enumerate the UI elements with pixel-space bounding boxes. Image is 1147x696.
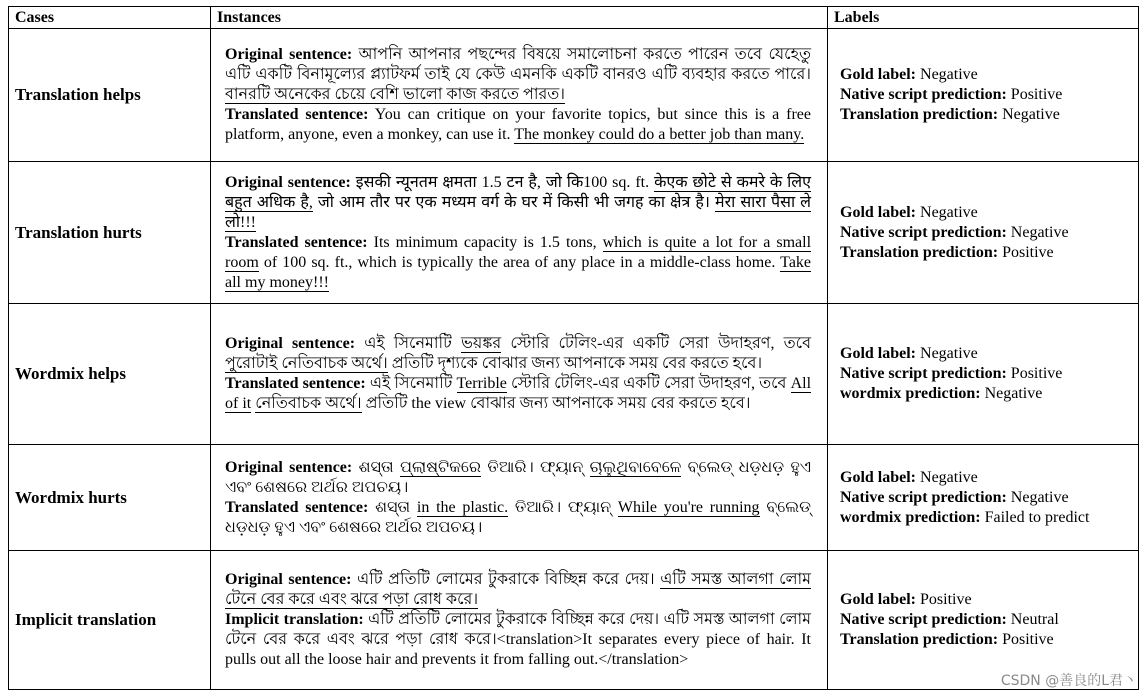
translated-label: Translated sentence: xyxy=(225,233,368,251)
translated-text-3: ବ୍ଲେଡ୍ ଧଡ଼ଧଡ଼ ହୁଏ ଏବଂ ଶେଷରେ ଅର୍ଥର ଅପଚୟ। xyxy=(225,498,812,536)
translated-sentence xyxy=(225,105,811,145)
native-value: Negative xyxy=(1010,223,1069,241)
table-row xyxy=(9,304,1139,445)
third-value: Failed to predict xyxy=(984,508,1090,526)
translated-underlined: in the plastic. xyxy=(416,498,509,516)
table-row xyxy=(9,162,1139,304)
original-text: ଶସ୍ତା xyxy=(358,458,394,476)
original-label: Original sentence: xyxy=(225,46,353,63)
third-key: wordmix prediction: xyxy=(840,508,981,526)
labels-cell xyxy=(828,445,1139,551)
case-name: Translation hurts xyxy=(9,162,211,304)
gold-label xyxy=(840,344,1134,364)
translated-underlined: The monkey could do a better job than many. xyxy=(514,126,805,143)
native-value: Positive xyxy=(1010,86,1063,103)
original-text: इसकी न्यूनतम क्षमता 1.5 टन है, जो कि100 sq. ft. xyxy=(355,173,650,191)
original-underlined: বানরটি অনেকের চেয়ে বেশি ভালো কাজ করতে পারত। xyxy=(225,86,566,103)
table-row xyxy=(9,445,1139,551)
instance-cell xyxy=(211,551,828,690)
original-sentence xyxy=(225,458,811,498)
translated-underlined-2: All of it xyxy=(225,375,812,412)
implicit-translation xyxy=(225,610,811,670)
original-text-3: ବ୍ଲେଡ୍ ଧଡ଼ଧଡ଼ ହୁଏ ଏବଂ ଶେଷରେ ଅର୍ଥର ଅପଚୟ। xyxy=(225,458,812,496)
third-prediction xyxy=(840,105,1134,125)
third-value: Negative xyxy=(984,385,1043,402)
labels-cell xyxy=(828,162,1139,304)
original-text: এটি প্রতিটি লোমের টুকরাকে বিচ্ছিন্ন করে দেয়। xyxy=(357,571,655,588)
third-value: Positive xyxy=(1002,243,1054,261)
gold-key: Gold label: xyxy=(840,345,917,362)
original-underlined-2: मेरा सारा पैसा ले लो!!! xyxy=(225,193,811,231)
translated-underlined-3: নেতিবাচক অর্থে। xyxy=(255,395,362,412)
table-row xyxy=(9,29,1139,162)
original-underlined: केएक छोटे से कमरे के लिए बहुत अधिक है, xyxy=(225,173,812,211)
third-key: Translation prediction: xyxy=(840,243,999,261)
original-text: এই সিনেমাটি xyxy=(364,335,452,352)
third-key: Translation prediction: xyxy=(840,631,999,648)
gold-key: Gold label: xyxy=(840,66,917,83)
case-name: Wordmix hurts xyxy=(9,445,211,551)
original-label: Original sentence: xyxy=(225,458,353,476)
translated-text: ଶସ୍ତା xyxy=(375,498,411,516)
original-sentence xyxy=(225,45,811,105)
original-label: Original sentence: xyxy=(225,173,351,191)
gold-value: Positive xyxy=(920,591,972,608)
original-underlined: এটি সমস্ত আলগা লোম টেনে বের করে এবং ঝরে পড়া রোধ করে। xyxy=(225,571,812,608)
native-key: Native script prediction: xyxy=(840,223,1007,241)
third-value: Positive xyxy=(1002,631,1054,648)
gold-label xyxy=(840,468,1134,488)
instance-cell xyxy=(211,162,828,304)
translated-sentence xyxy=(225,233,811,293)
translated-label: Translated sentence: xyxy=(225,498,369,516)
translated-text: এই সিনেমাটি xyxy=(369,375,453,392)
labels-cell xyxy=(828,29,1139,162)
original-sentence xyxy=(225,173,811,233)
original-label: Original sentence: xyxy=(225,571,352,588)
original-text-3: প্রতিটি দৃশ্যকে বোঝার জন্য আপনাকে সময় বের করতে হবে। xyxy=(391,355,763,372)
original-sentence xyxy=(225,570,811,610)
translated-label: Translated sentence: xyxy=(225,106,369,123)
third-prediction xyxy=(840,384,1134,404)
case-table xyxy=(8,6,1139,690)
original-underlined-2: পুরোটাই নেতিবাচক অর্থে। xyxy=(225,355,388,372)
original-text-2: ତିଆରି। ଫ୍ୟାନ୍ xyxy=(487,458,584,476)
native-prediction xyxy=(840,488,1134,508)
translated-sentence xyxy=(225,374,811,414)
translated-label: Translated sentence: xyxy=(225,375,366,392)
case-name: Wordmix helps xyxy=(9,304,211,445)
case-name: Implicit translation xyxy=(9,551,211,690)
native-key: Native script prediction: xyxy=(840,611,1007,628)
gold-value: Negative xyxy=(920,468,978,486)
native-key: Native script prediction: xyxy=(840,488,1007,506)
implicit-text: এটি প্রতিটি লোমের টুকরাকে বিচ্ছিন্ন করে দেয়। এটি সমস্ত আলগা লোম টেনে বের করে এবং ঝরে পড়া রোধ করে।<translation>It separates every piece of hair. It pulls out all the loose hair and prevents it from falling out.</translation> xyxy=(225,611,812,668)
native-prediction xyxy=(840,85,1134,105)
instance-cell xyxy=(211,29,828,162)
third-key: Translation prediction: xyxy=(840,106,999,123)
labels-cell xyxy=(828,551,1139,690)
translated-underlined-2: Take all my money!!! xyxy=(225,253,812,291)
gold-label xyxy=(840,590,1134,610)
third-prediction xyxy=(840,508,1134,528)
header-labels: Labels xyxy=(828,7,1139,29)
gold-key: Gold label: xyxy=(840,591,917,608)
native-value: Positive xyxy=(1010,365,1063,382)
translated-text-3: প্রতিটি the view বোঝার জন্য আপনাকে সময় বের করতে হবে। xyxy=(365,395,751,412)
translated-text-2: of 100 sq. ft., which is typically the area of any place in a middle-class home. xyxy=(263,253,776,271)
gold-value: Negative xyxy=(920,345,978,362)
gold-label xyxy=(840,65,1134,85)
original-underlined: ପ୍ଲାଷ୍ଟିକରେ xyxy=(400,458,482,476)
gold-label xyxy=(840,203,1134,223)
original-label: Original sentence: xyxy=(225,335,356,352)
original-underlined-2: ଚାଲୁଥିବାବେଳେ xyxy=(589,458,682,476)
native-key: Native script prediction: xyxy=(840,365,1007,382)
native-value: Neutral xyxy=(1010,611,1059,628)
native-prediction xyxy=(840,364,1134,384)
gold-value: Negative xyxy=(920,66,978,83)
translated-sentence xyxy=(225,498,811,538)
implicit-label: Implicit translation: xyxy=(225,611,364,628)
original-sentence xyxy=(225,334,811,374)
instance-cell xyxy=(211,304,828,445)
header-cases: Cases xyxy=(9,7,211,29)
third-prediction xyxy=(840,630,1134,650)
translated-underlined: which is quite a lot for a small room xyxy=(225,233,812,271)
native-prediction xyxy=(840,223,1134,243)
watermark: CSDN @善良的L君丶 xyxy=(1000,673,1137,689)
instance-cell xyxy=(211,445,828,551)
header-row xyxy=(9,7,1139,29)
native-key: Native script prediction: xyxy=(840,86,1007,103)
gold-key: Gold label: xyxy=(840,468,917,486)
third-key: wordmix prediction: xyxy=(840,385,981,402)
translated-text: You can critique on your favorite topics, but since this is a free platform, anyone, even a monkey, can use it. xyxy=(225,106,812,143)
third-value: Negative xyxy=(1002,106,1060,123)
native-prediction xyxy=(840,610,1134,630)
translated-text: Its minimum capacity is 1.5 tons, xyxy=(373,233,597,251)
native-value: Negative xyxy=(1010,488,1069,506)
third-prediction xyxy=(840,243,1134,263)
original-text-2: স্টোরি টেলিং-এর একটি সেরা উদাহরণ, তবে xyxy=(510,335,811,352)
labels-cell xyxy=(828,304,1139,445)
gold-value: Negative xyxy=(920,203,978,221)
gold-key: Gold label: xyxy=(840,203,917,221)
case-name: Translation helps xyxy=(9,29,211,162)
table-row xyxy=(9,551,1139,690)
header-instances: Instances xyxy=(211,7,828,29)
original-text-2: जो आम तौर पर एक मध्यम वर्ग के घर में किसी भी जगह का क्षेत्र है। xyxy=(317,193,710,211)
translated-text-2: স্টোরি টেলিং-এর একটি সেরা উদাহরণ, তবে xyxy=(511,375,787,392)
translated-underlined-2: While you're running xyxy=(617,498,760,516)
translated-underlined: Terrible xyxy=(456,375,507,392)
original-underlined: ভয়ঙ্কর xyxy=(461,335,502,352)
original-text: আপনি আপনার পছন্দের বিষয়ে সমালোচনা করতে পারেন তবে যেহেতু এটি একটি বিনামূল্যের প্ল্যাটফর্ম তাই যে কেউ এমনকি একটি বানরও এটি ব্যবহার করতে পারে। xyxy=(225,46,811,83)
translated-text-2: ତିଆରି। ଫ୍ୟାନ୍ xyxy=(514,498,612,516)
